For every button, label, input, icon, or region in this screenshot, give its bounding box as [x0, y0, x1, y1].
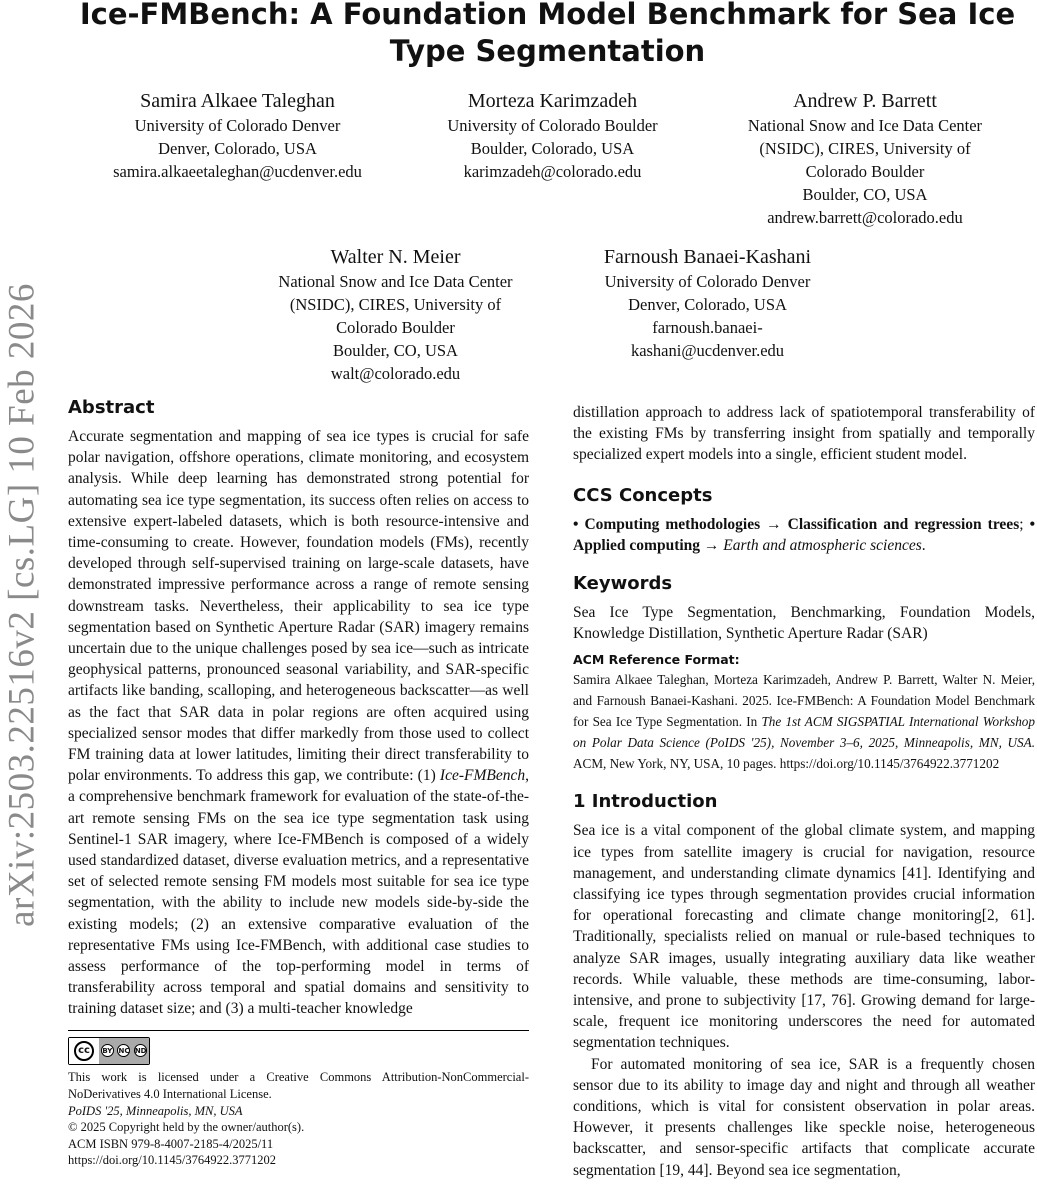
author-email: farnoush.banaei-	[652, 318, 763, 337]
author-affiliation: (NSIDC), CIRES, University of	[759, 139, 971, 158]
abstract-text: Accurate segmentation and mapping of sea ice types is crucial for safe polar navigation, offshore operations, climate monitoring, and ecosystem analysis. While deep learning has demonstrated strong potential for automating sea ice type segmentation, its success often relies on access to extensive expert-labeled datasets, which is both resource-intensive and time-consuming to create. However, foundation models (FMs), recently developed through self-supervised training on large-scale datasets, have demonstrated impressive performance across a range of remote sensing downstream tasks. Nevertheless, their applicability to sea ice type segmentation based on Synthetic Aperture Radar (SAR) imagery remains uncertain due to the unique challenges posed by sea ice—such as intricate geophysical patterns, pronounced seasonal variability, and SAR-specific artifacts like banding, scalloping, and heterogeneous backscatter—as well as the fact that SAR data in polar regions are often acquired using specialized sensor modes that differ markedly from those used to collect FM training data at lower latitudes, limiting their direct transferability to polar environments. To address this gap, we contribute: (1) Ice-FMBench, a comprehensive benchmark framework for evaluation of the state-of-the-art remote sensing FMs on the sea ice type segmentation task using Sentinel-1 SAR imagery, where Ice-FMBench is composed of a widely used standardized dataset, diverse evaluation metrics, and a representative set of selected remote sensing FM models most suitable for sea ice type segmentation, with the ability to include new models side-by-side the existing models; (2) an extensive comparative evaluation of the representative FMs using Ice-FMBench, with additional case studies to assess performance of the top-performing model in terms of transferability across temporal and spatial domains and sensitivity to training dataset size; and (3) a multi-teacher knowledge	[68, 428, 529, 1018]
author-email: andrew.barrett@colorado.edu	[767, 208, 963, 227]
author-email: karimzadeh@colorado.edu	[463, 162, 642, 181]
ccs-text: • Computing methodologies → Classification and regression trees; • Applied computing → Earth and atmospheric sciences.	[573, 515, 1035, 554]
benchmark-name: Ice-FMBench	[439, 767, 526, 785]
author-name: Farnoush Banaei-Kashani	[603, 246, 812, 268]
author-affiliation: Colorado Boulder	[336, 318, 455, 337]
author-block	[555, 244, 860, 362]
ccs-heading: CCS Concepts	[573, 484, 713, 506]
creative-commons-badge	[68, 1037, 150, 1065]
right-column	[573, 402, 1035, 1181]
author-affiliation: Colorado Boulder	[805, 162, 925, 181]
acm-reference-heading: ACM Reference Format:	[573, 652, 740, 668]
author-name: Andrew P. Barrett	[793, 90, 937, 112]
keywords-text: Sea Ice Type Segmentation, Benchmarking, Foundation Models, Knowledge Distillation, Synthetic Aperture Radar (SAR)	[573, 604, 1035, 643]
doi-line: https://doi.org/10.1145/3764922.3771202	[68, 1153, 276, 1168]
author-location: Denver, Colorado, USA	[158, 139, 317, 158]
license-text: This work is licensed under a Creative Commons Attribution-NonCommercial-NoDerivatives 4.0 International License.	[68, 1069, 529, 1101]
author-block	[715, 88, 1015, 229]
author-block	[243, 244, 548, 385]
author-location: Denver, Colorado, USA	[628, 295, 787, 314]
abstract-continuation: distillation approach to address lack of spatiotemporal transferability of the existing FMs by transferring insight from spatially and temporally specialized expert models into a single, efficient student model.	[573, 404, 1035, 464]
arxiv-sidebar	[0, 255, 44, 955]
nd-icon: ND	[134, 1044, 147, 1057]
isbn-line: ACM ISBN 979-8-4007-2185-4/2025/11	[68, 1136, 274, 1151]
by-icon: BY	[101, 1044, 114, 1057]
author-block	[85, 88, 390, 183]
author-email: kashani@ucdenver.edu	[630, 341, 785, 360]
introduction-heading: 1 Introduction	[573, 791, 718, 813]
footnote-rule	[68, 1030, 529, 1031]
author-name: Walter N. Meier	[330, 246, 461, 268]
author-affiliation: National Snow and Ice Data Center	[278, 272, 513, 291]
left-column	[68, 396, 529, 1169]
intro-paragraph: For automated monitoring of sea ice, SAR is a frequently chosen sensor due to its ability to image day and night and through all weather conditions, which is vital for consistent observation in polar areas. However, it presents challenges like speckle noise, heterogeneous backscatter, and sensor-specific artifacts that complicate accurate segmentation [19, 44]. Beyond sea ice segmentation,	[573, 1055, 1035, 1179]
arxiv-identifier: arXiv:2503.22516v2 [cs.LG] 10 Feb 2026	[1, 283, 43, 927]
author-name: Morteza Karimzadeh	[467, 90, 638, 112]
author-affiliation: National Snow and Ice Data Center	[747, 116, 983, 135]
author-location: Boulder, CO, USA	[802, 185, 928, 204]
cc-icon: cc	[74, 1041, 94, 1061]
author-email: samira.alkaeetaleghan@ucdenver.edu	[113, 162, 362, 181]
author-affiliation: University of Colorado Denver	[134, 116, 341, 135]
venue-line: PoIDS '25, Minneapolis, MN, USA	[68, 1103, 243, 1118]
author-name: Samira Alkaee Taleghan	[140, 90, 335, 112]
author-block	[400, 88, 705, 183]
copyright-line: © 2025 Copyright held by the owner/author(s).	[68, 1120, 305, 1135]
author-affiliation: (NSIDC), CIRES, University of	[289, 295, 502, 314]
author-location: Boulder, CO, USA	[333, 341, 458, 360]
abstract-heading: Abstract	[68, 397, 155, 418]
author-email: walt@colorado.edu	[330, 364, 461, 383]
acm-reference-text: Samira Alkaee Taleghan, Morteza Karimzadeh, Andrew P. Barrett, Walter N. Meier, and Farnoush Banaei-Kashani. 2025. Ice-FMBench: A Foundation Model Benchmark for Sea Ice Type Segmentation. In The 1st ACM SIGSPATIAL International Workshop on Polar Data Science (PoIDS '25), November 3–6, 2025, Minneapolis, MN, USA. ACM, New York, NY, USA, 10 pages. https://doi.org/10.1145/3764922.3771202	[573, 672, 1035, 772]
author-location: Boulder, Colorado, USA	[470, 139, 635, 158]
nc-icon: NC	[117, 1044, 130, 1057]
paper-title: Ice-FMBench: A Foundation Model Benchmark for Sea Ice Type Segmentation	[79, 0, 1016, 68]
author-affiliation: University of Colorado Boulder	[447, 116, 658, 135]
keywords-heading: Keywords	[573, 573, 673, 595]
intro-paragraph: Sea ice is a vital component of the global climate system, and mapping ice types from satellite imagery is crucial for navigation, resource management, and understanding climate dynamics [41]. Identifying and classifying ice types through segmentation provides crucial information for operational forecasting and climate change monitoring[2, 61]. Traditionally, specialists relied on manual or rule-based techniques to analyze SAR images, usually integrating auxiliary data like weather records. While valuable, these methods are time-consuming, labor-intensive, and prone to subjectivity [17, 76]. Growing demand for large-scale, frequent ice monitoring underscores the need for automated segmentation techniques.	[573, 822, 1035, 1052]
author-affiliation: University of Colorado Denver	[604, 272, 811, 291]
